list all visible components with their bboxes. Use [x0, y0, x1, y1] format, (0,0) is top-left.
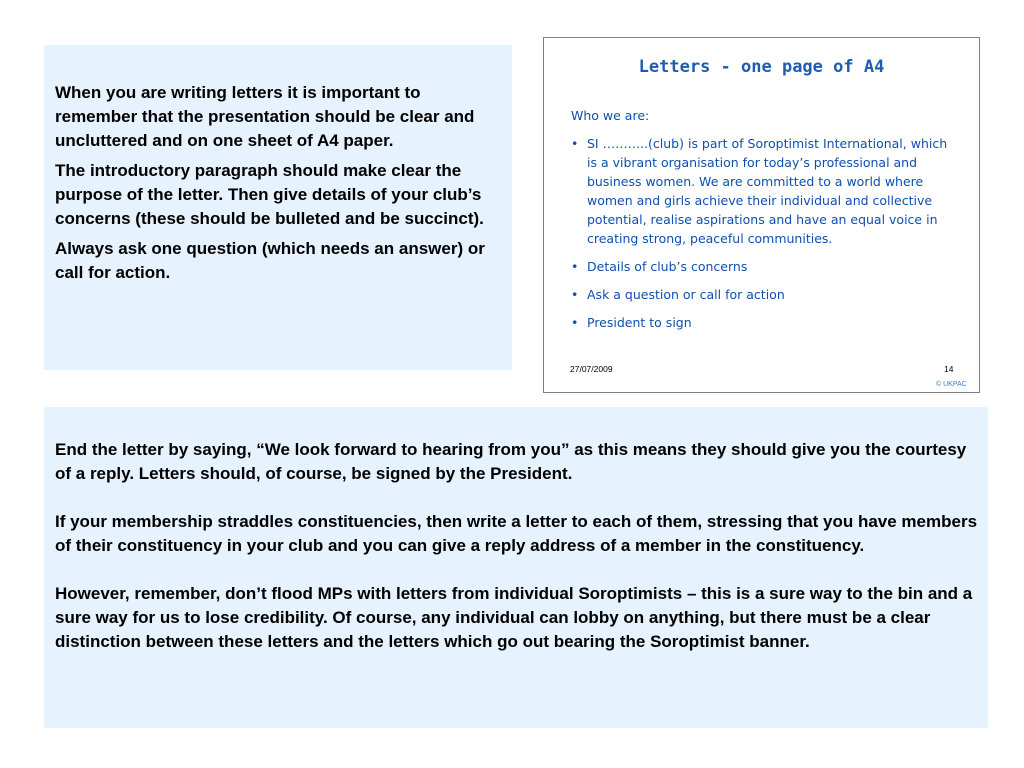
bottom-note-paragraph-2: If your membership straddles constituencies, then write a letter to each of them, stressing that you have members of their constituency in your club and you can give a reply address of a member in the constituency.	[55, 512, 978, 555]
slide-bullet-list	[571, 134, 951, 341]
bottom-note-paragraph-3: However, remember, don’t flood MPs with letters from individual Soroptimists – this is a sure way to the bin and a sure way for us to lose credibility. Of course, any individual can lobby on anything, but there must be a clear distinction between these letters and the letters which go out bearing the Soroptimist banner.	[55, 584, 973, 651]
bullet-icon: •	[571, 287, 579, 302]
slide-intro: Who we are:	[571, 108, 650, 123]
bottom-note-box	[44, 407, 988, 728]
top-note-paragraph-2: The introductory paragraph should make clear the purpose of the letter. Then give details of your club’s concerns (these should be bulleted and be succinct).	[55, 161, 484, 228]
slide-title: Letters - one page of A4	[638, 57, 885, 77]
top-note-paragraph-1: When you are writing letters it is important to remember that the presentation should be clear and uncluttered and on one sheet of A4 paper.	[55, 83, 475, 150]
slide-date: 27/07/2009	[570, 364, 613, 374]
slide-copyright: © UKPAC	[936, 381, 967, 388]
slide-bullet-text: President to sign	[587, 315, 692, 330]
top-note-box	[44, 45, 512, 370]
slide-bullet-item	[571, 285, 951, 304]
bottom-note-paragraph-1: End the letter by saying, “We look forward to hearing from you” as this means they should give you the courtesy of a reply. Letters should, of course, be signed by the President.	[55, 440, 967, 483]
top-note-paragraph-3: Always ask one question (which needs an answer) or call for action.	[55, 239, 485, 282]
slide-bullet-text: Ask a question or call for action	[587, 287, 785, 302]
slide-thumbnail	[543, 37, 980, 393]
slide-bullet-item	[571, 257, 951, 276]
slide-bullet-item	[571, 134, 951, 248]
slide-bullet-item	[571, 313, 951, 332]
bullet-icon: •	[571, 315, 579, 330]
slide-bullet-text: SI ………..(club) is part of Soroptimist International, which is a vibrant organisation for today’s professional and business women. We are committed to a world where women and girls achieve their individual and collective potential, realise aspirations and have an equal voice in creating strong, peaceful communities.	[587, 136, 948, 246]
bullet-icon: •	[571, 259, 579, 274]
slide-bullet-text: Details of club’s concerns	[587, 259, 748, 274]
slide-page-number: 14	[944, 364, 954, 374]
bullet-icon: •	[571, 136, 579, 151]
